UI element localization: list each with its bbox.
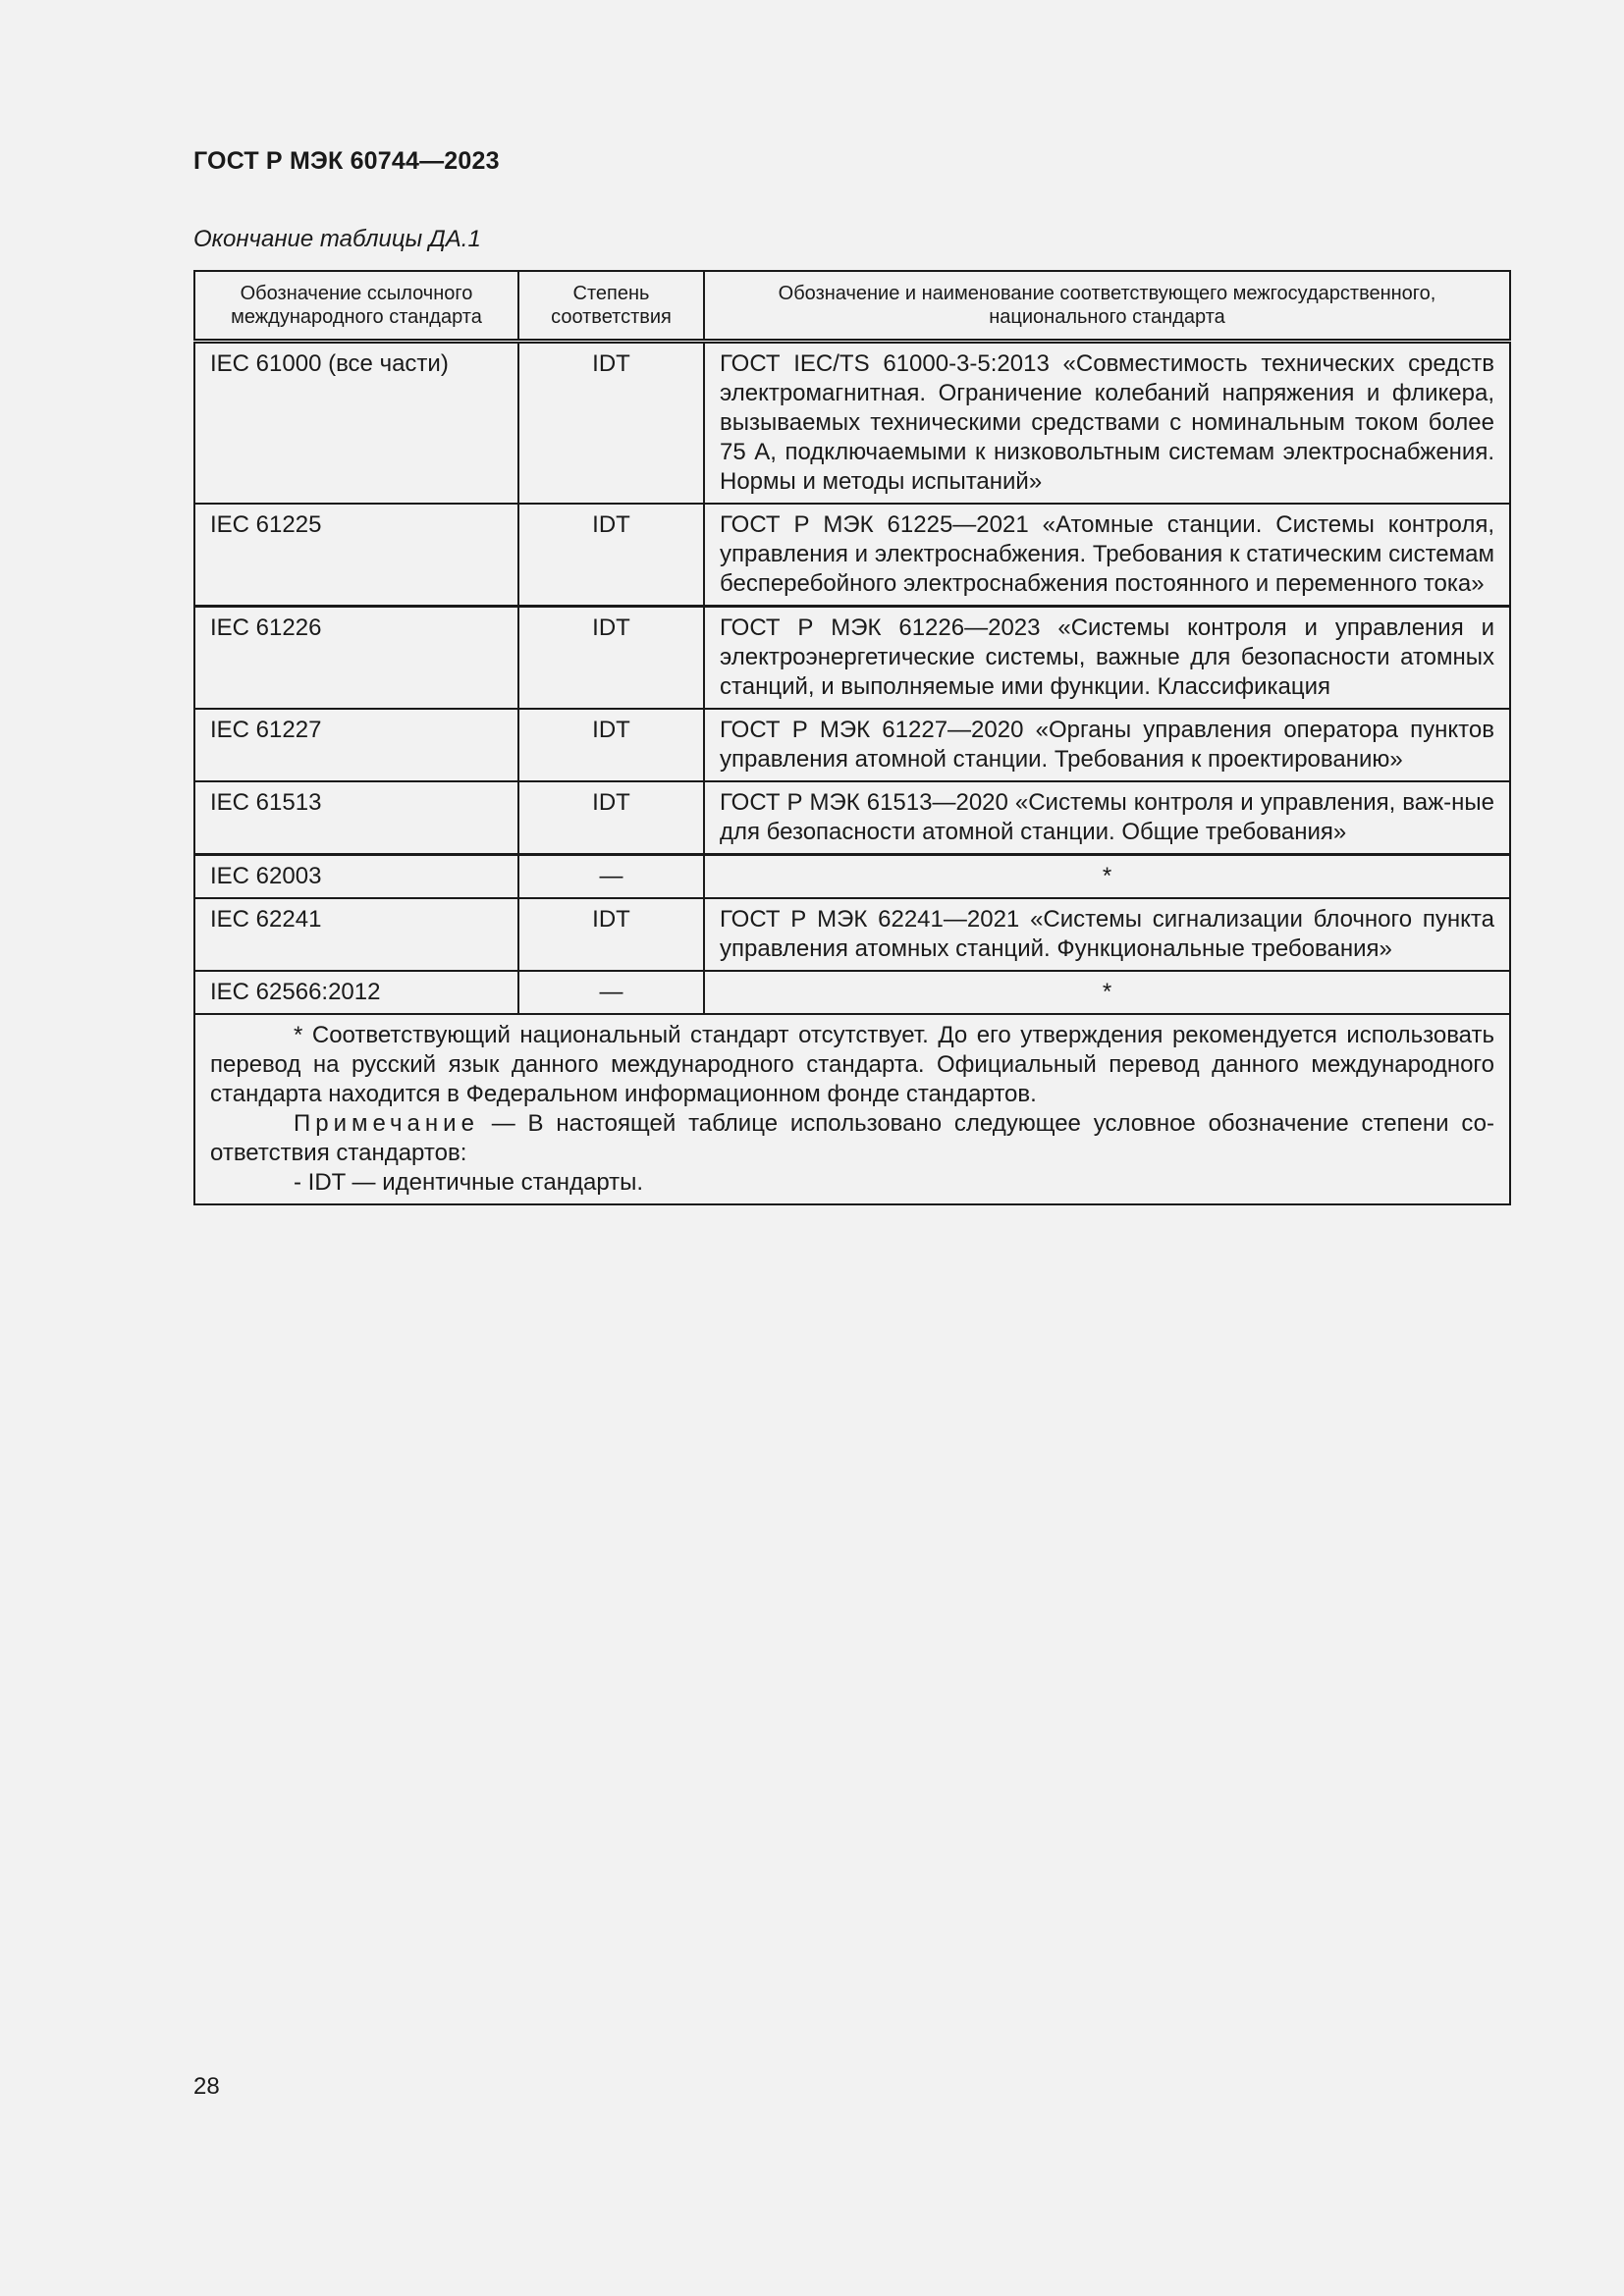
page-number: 28 (193, 2073, 220, 2100)
footnote-cell (194, 1014, 1510, 1204)
ref-cell: IEC 61513 (194, 781, 518, 855)
ref-cell: IEC 61226 (194, 607, 518, 710)
ref-cell: IEC 61227 (194, 709, 518, 781)
national-cell: ГОСТ Р МЭК 61513—2020 «Системы контроля и управления, важ-ные для безопасности атомной станции. Общие требования» (704, 781, 1510, 855)
column-header-national: Обозначение и наименование соответствующего межгосударственного, национального стандарта (704, 271, 1510, 342)
degree-cell: IDT (518, 781, 704, 855)
standards-table (193, 270, 1511, 1205)
table-row (194, 971, 1510, 1014)
national-cell: ГОСТ Р МЭК 61227—2020 «Органы управления оператора пунктов управления атомной станции. Требования к проектированию» (704, 709, 1510, 781)
column-header-degree: Степень соответствия (518, 271, 704, 342)
national-cell: * (704, 855, 1510, 899)
table-row (194, 898, 1510, 971)
table-caption: Окончание таблицы ДА.1 (193, 226, 481, 252)
ref-cell: IEC 62003 (194, 855, 518, 899)
ref-cell: IEC 62241 (194, 898, 518, 971)
table-row (194, 607, 1510, 710)
degree-cell: IDT (518, 504, 704, 607)
ref-cell: IEC 62566:2012 (194, 971, 518, 1014)
document-header: ГОСТ Р МЭК 60744—2023 (193, 147, 500, 175)
table-header-row (194, 271, 1510, 342)
ref-cell: IEC 61000 (все части) (194, 342, 518, 505)
table-row (194, 504, 1510, 607)
table-footnote-row (194, 1014, 1510, 1204)
table-row (194, 855, 1510, 899)
national-cell: ГОСТ IEC/TS 61000-3-5:2013 «Совместимость технических средств электромагнитная. Ограничение колебаний напряжения и фликера, вызываемых техническими средствами с номинальным током более 75 А, подключаемыми к низковольтным системам электроснабжения. Нормы и методы испытаний» (704, 342, 1510, 505)
column-header-reference: Обозначение ссылочного международного стандарта (194, 271, 518, 342)
table-row (194, 781, 1510, 855)
ref-cell: IEC 61225 (194, 504, 518, 607)
degree-cell: — (518, 971, 704, 1014)
note-item: - IDT — идентичные стандарты. (294, 1169, 644, 1196)
note-paragraph (210, 1109, 1494, 1168)
degree-cell: IDT (518, 898, 704, 971)
degree-cell: IDT (518, 709, 704, 781)
footnote-text: * Соответствующий национальный стандарт отсутствует. До его утверждения рекомендуется использовать перевод на русский язык данного международного стандарта. Официальный перевод данного международного стандарта находится в Федеральном информационном фонде стандартов. (210, 1022, 1494, 1107)
table-row (194, 342, 1510, 505)
national-cell: ГОСТ Р МЭК 61225—2021 «Атомные станции. Системы контроля, управления и электроснабжения. Требования к статическим системам бесперебойного электроснабжения постоянного и переменного тока» (704, 504, 1510, 607)
note-text: — В настоящей таблице использовано следующее условное обозначение степени со-ответствия стандартов: (210, 1110, 1494, 1166)
national-cell: ГОСТ Р МЭК 61226—2023 «Системы контроля и управления и электроэнергетические системы, важные для безопасности атомных станций, и выполняемые ими функции. Классификация (704, 607, 1510, 710)
national-cell: * (704, 971, 1510, 1014)
note-label: Примечание (294, 1110, 479, 1137)
table-row (194, 709, 1510, 781)
national-cell: ГОСТ Р МЭК 62241—2021 «Системы сигнализации блочного пункта управления атомных станций. Функциональные требования» (704, 898, 1510, 971)
degree-cell: — (518, 855, 704, 899)
degree-cell: IDT (518, 342, 704, 505)
degree-cell: IDT (518, 607, 704, 710)
